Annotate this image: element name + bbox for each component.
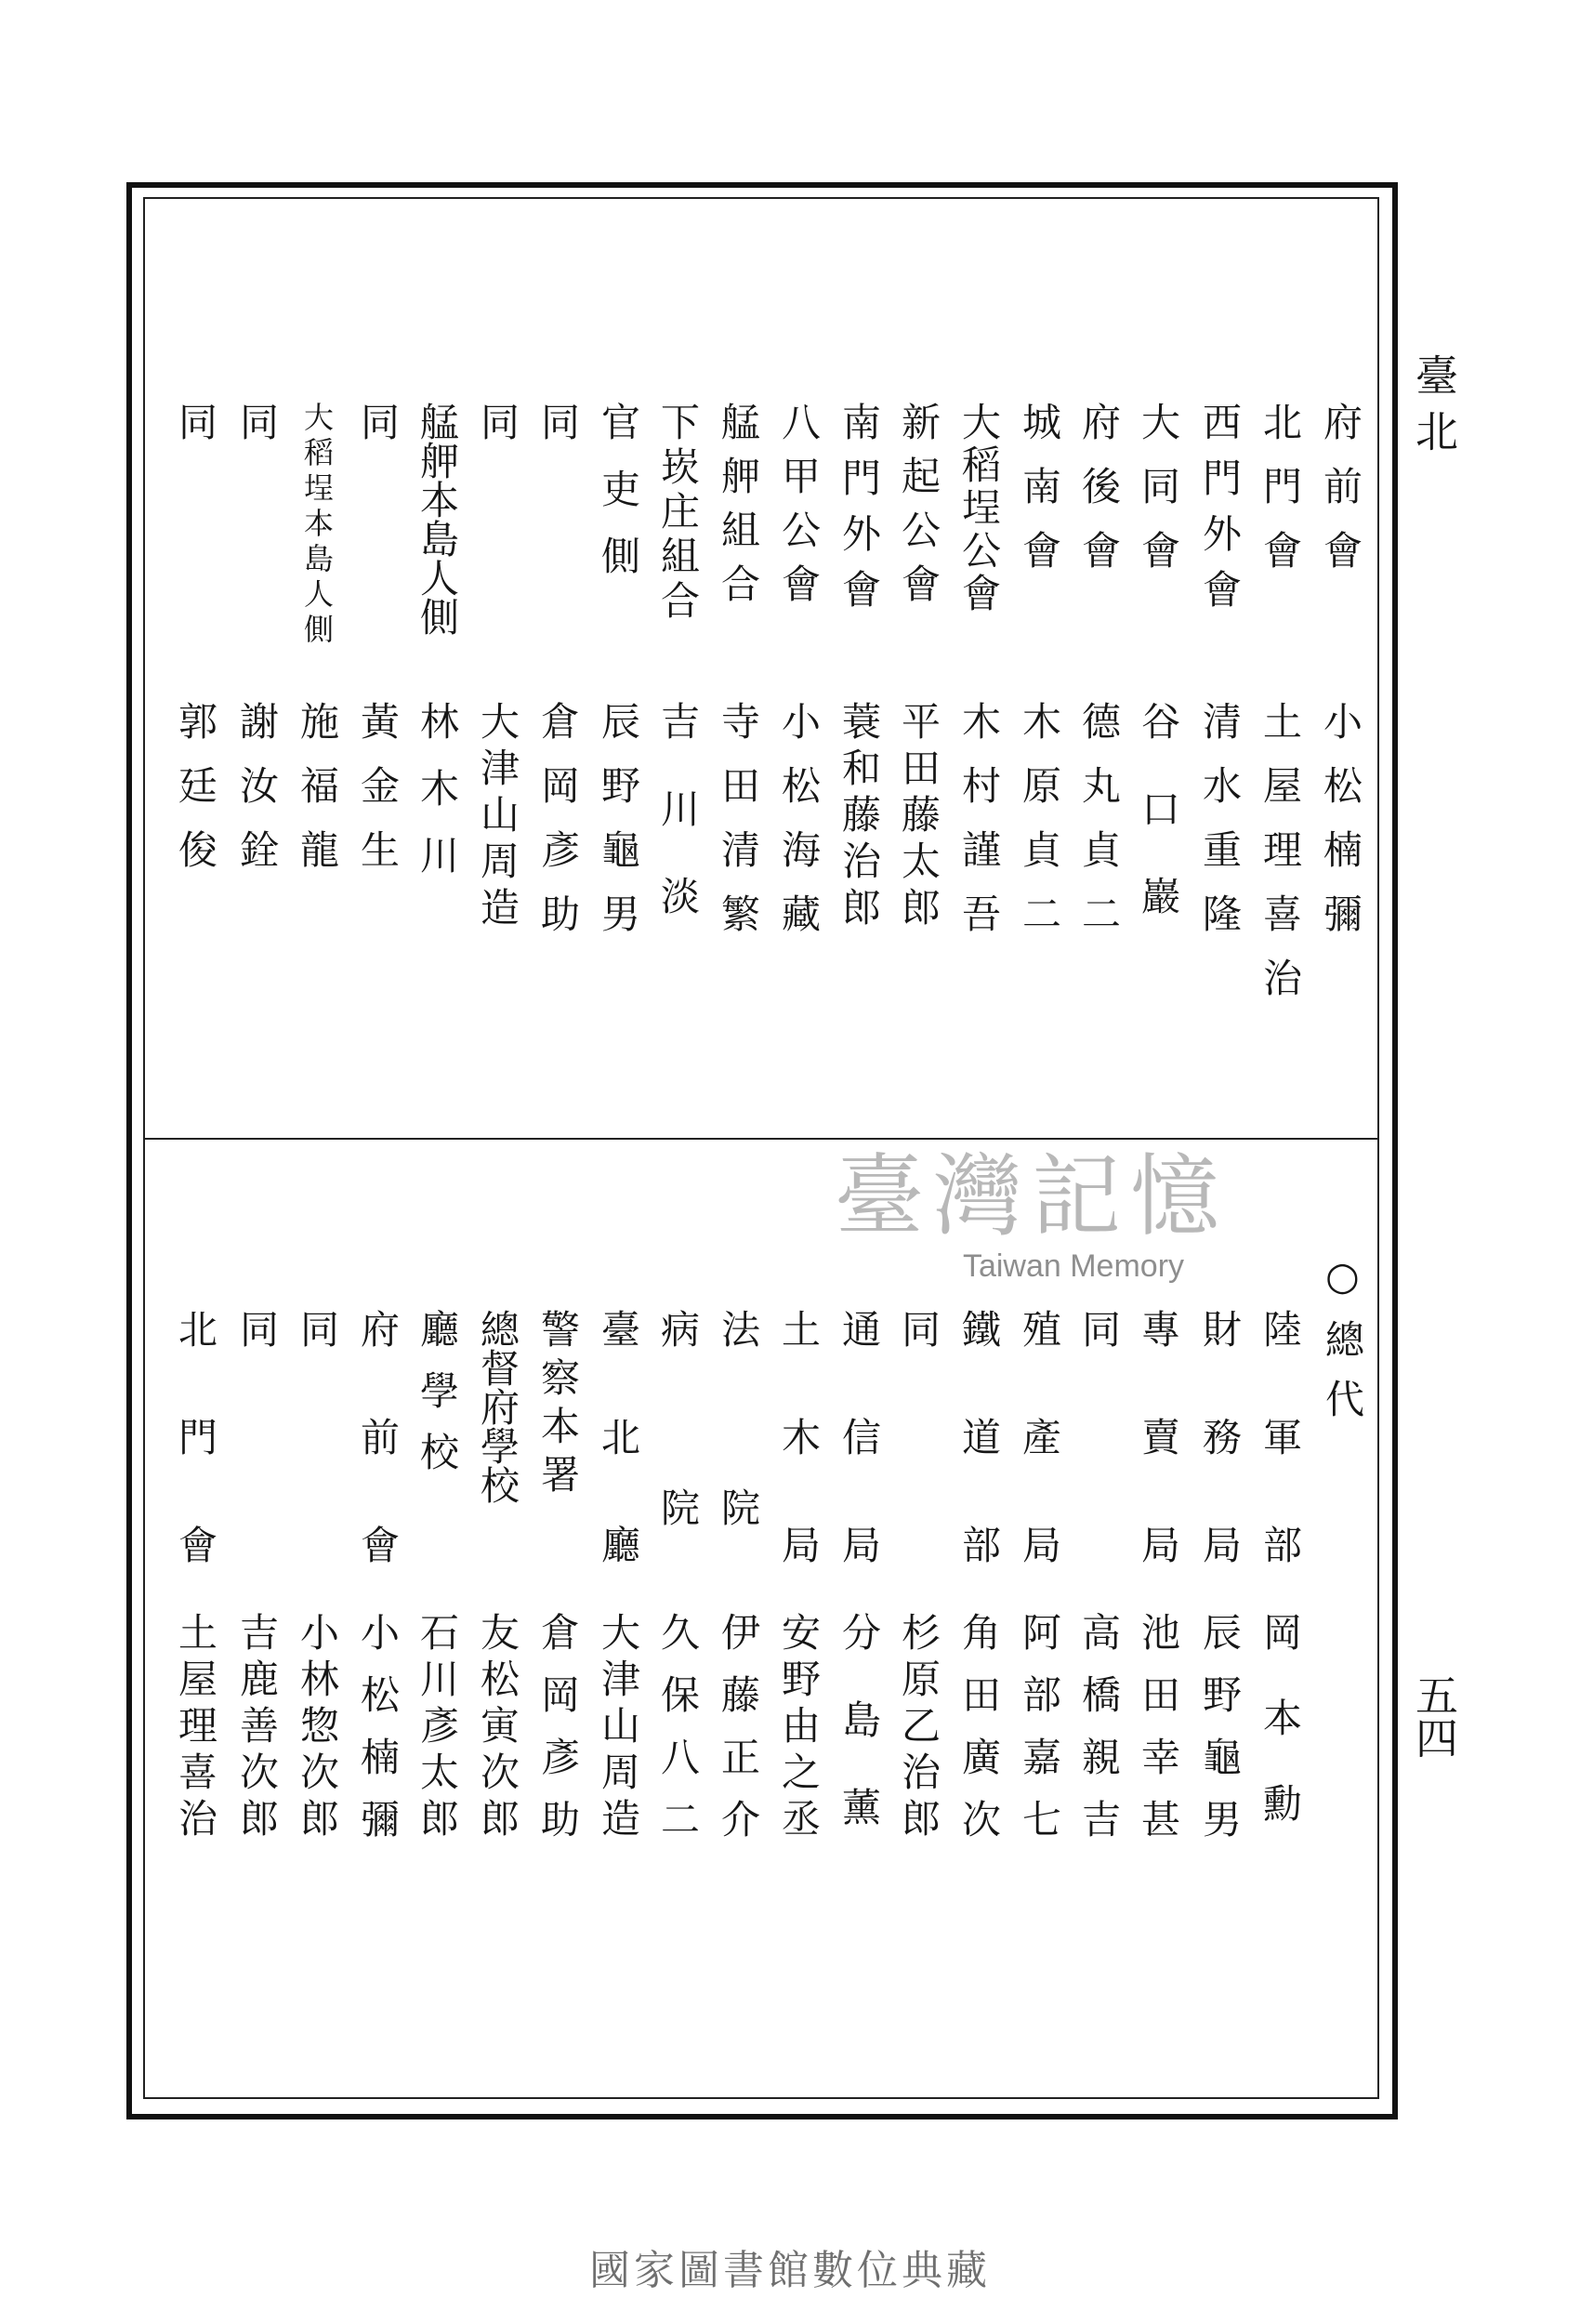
person-name: 谷口巖 — [1136, 701, 1181, 963]
lower-header-column — [1312, 1253, 1372, 2025]
person-name: 土屋理喜治 — [1257, 701, 1303, 1022]
lower-column — [708, 1309, 768, 2025]
office-name: 府前會 — [1318, 402, 1363, 594]
office-name: 同 — [295, 1309, 340, 1373]
person-name: 吉鹿善次郎 — [234, 1612, 280, 1844]
person-name: 蓑和藤治郎 — [836, 701, 882, 933]
upper-column — [1128, 402, 1188, 1089]
person-name: 平田藤太郎 — [896, 701, 941, 933]
office-name: 同 — [475, 402, 520, 466]
person-name: 小松楠彌 — [355, 1612, 401, 1861]
office-name: 總督府學校 — [475, 1309, 520, 1504]
person-name: 安野由之丞 — [776, 1612, 822, 1844]
lower-column — [1069, 1309, 1128, 2025]
office-name: 艋舺組合 — [716, 402, 761, 617]
person-name: 大津山周造 — [475, 701, 520, 933]
footer-credit: 國家圖書館數位典藏 — [589, 2247, 991, 2294]
section-divider — [145, 1138, 1377, 1140]
office-name: 府後會 — [1076, 402, 1122, 594]
office-name: 警察本署 — [535, 1309, 581, 1502]
person-name: 角田廣次 — [956, 1612, 1002, 1861]
upper-column — [287, 402, 347, 1089]
office-name: 西門外會 — [1197, 402, 1243, 625]
person-name: 大津山周造 — [596, 1612, 641, 1844]
office-name: 鐵道部 — [956, 1309, 1002, 1632]
person-name: 阿部嘉七 — [1017, 1612, 1062, 1861]
lower-column — [287, 1309, 347, 2025]
person-name: 石川彥太郎 — [415, 1612, 460, 1844]
office-name: 同 — [1076, 1309, 1122, 1373]
office-name: 北門會 — [173, 1309, 218, 1632]
lower-column — [1128, 1309, 1188, 2025]
person-name: 杉原乙治郎 — [896, 1612, 941, 1844]
upper-column — [949, 402, 1008, 1089]
upper-column — [1190, 402, 1249, 1089]
person-name: 清水重隆 — [1197, 701, 1243, 957]
upper-column — [1069, 402, 1128, 1089]
office-name: 同 — [234, 402, 280, 466]
person-name: 木原貞二 — [1017, 701, 1062, 957]
person-name: 久保八二 — [655, 1612, 701, 1861]
upper-column — [1310, 402, 1370, 1089]
office-name: 財務局 — [1197, 1309, 1243, 1632]
lower-column — [407, 1309, 467, 2025]
person-name: 林木川 — [415, 701, 460, 902]
upper-column — [165, 402, 225, 1089]
upper-column — [467, 402, 527, 1089]
lower-column — [467, 1309, 527, 2025]
person-name: 黃金生 — [355, 701, 401, 893]
office-name: 大稻埕本島人側 — [299, 402, 335, 649]
office-name: 病院 — [655, 1309, 701, 1666]
page-number: 五四 — [1409, 1673, 1459, 1759]
office-name: 城南會 — [1017, 402, 1062, 594]
upper-column — [528, 402, 587, 1089]
lower-column — [889, 1309, 948, 2025]
lower-column — [528, 1309, 587, 2025]
person-name: 友松寅次郎 — [475, 1612, 520, 1844]
person-name: 伊藤正介 — [716, 1612, 761, 1861]
office-name: 南門外會 — [836, 402, 882, 625]
lower-column — [227, 1309, 286, 2025]
office-name: 廳學校 — [415, 1309, 460, 1493]
running-title: 臺北 — [1409, 353, 1459, 465]
office-name: 同 — [173, 402, 218, 466]
person-name: 辰野龜男 — [1197, 1612, 1243, 1861]
upper-column — [1009, 402, 1069, 1089]
person-name: 倉岡彥助 — [535, 701, 581, 957]
person-name: 郭廷俊 — [173, 701, 218, 893]
upper-column — [829, 402, 889, 1089]
office-name: 下崁庄組合 — [655, 402, 701, 625]
watermark-english: Taiwan Memory — [962, 1248, 1185, 1284]
office-name: 土木局 — [776, 1309, 822, 1632]
upper-column — [407, 402, 467, 1089]
lower-column — [1250, 1309, 1310, 2025]
office-name: 府前會 — [355, 1309, 401, 1632]
lower-column — [949, 1309, 1008, 2025]
lower-column — [1190, 1309, 1249, 2025]
office-name: 大同會 — [1136, 402, 1181, 594]
office-name: 艋舺本島人側 — [415, 402, 460, 636]
upper-column — [708, 402, 768, 1089]
person-name: 德丸貞二 — [1076, 701, 1122, 957]
upper-column — [348, 402, 407, 1089]
upper-column — [889, 402, 948, 1089]
section-header: ○總代 — [1320, 1253, 1365, 1438]
office-name: 法院 — [716, 1309, 761, 1666]
person-name: 土屋理喜治 — [173, 1612, 218, 1844]
upper-column — [1250, 402, 1310, 1089]
office-name: 通信局 — [836, 1309, 882, 1632]
person-name: 小松楠彌 — [1318, 701, 1363, 957]
person-name: 小林惣次郎 — [295, 1612, 340, 1844]
person-name: 施福龍 — [295, 701, 340, 893]
person-name: 倉岡彥助 — [535, 1612, 581, 1861]
person-name: 小松海藏 — [776, 701, 822, 957]
upper-column — [588, 402, 648, 1089]
office-name: 陸軍部 — [1257, 1309, 1303, 1632]
person-name: 吉川淡 — [655, 701, 701, 963]
office-name: 殖產局 — [1017, 1309, 1062, 1632]
upper-column — [769, 402, 828, 1089]
person-name: 木村謹吾 — [956, 701, 1002, 957]
lower-column — [1009, 1309, 1069, 2025]
upper-column — [648, 402, 707, 1089]
office-name: 八甲公會 — [776, 402, 822, 617]
watermark — [771, 1145, 1292, 1294]
office-name: 官吏側 — [596, 402, 641, 602]
office-name: 北門會 — [1257, 402, 1303, 594]
office-name: 專賣局 — [1136, 1309, 1181, 1632]
upper-column — [227, 402, 286, 1089]
office-name: 臺北廳 — [596, 1309, 641, 1632]
watermark-chinese: 臺灣記憶 — [835, 1144, 1229, 1248]
lower-column — [829, 1309, 889, 2025]
office-name: 同 — [355, 402, 401, 466]
office-name: 同 — [535, 402, 581, 466]
person-name: 辰野龜男 — [596, 701, 641, 957]
office-name: 同 — [896, 1309, 941, 1373]
lower-column — [348, 1309, 407, 2025]
lower-column — [165, 1309, 225, 2025]
lower-column — [769, 1309, 828, 2025]
office-name: 新起公會 — [896, 402, 941, 617]
office-name: 同 — [234, 1309, 280, 1373]
person-name: 寺田清繁 — [716, 701, 761, 957]
lower-column — [648, 1309, 707, 2025]
lower-column — [588, 1309, 648, 2025]
person-name: 高橋親吉 — [1076, 1612, 1122, 1861]
person-name: 謝汝銓 — [234, 701, 280, 893]
office-name: 大稻埕公會 — [956, 402, 1002, 615]
person-name: 岡本勳 — [1257, 1612, 1303, 1868]
person-name: 分島薰 — [836, 1612, 882, 1874]
person-name: 池田幸甚 — [1136, 1612, 1181, 1861]
